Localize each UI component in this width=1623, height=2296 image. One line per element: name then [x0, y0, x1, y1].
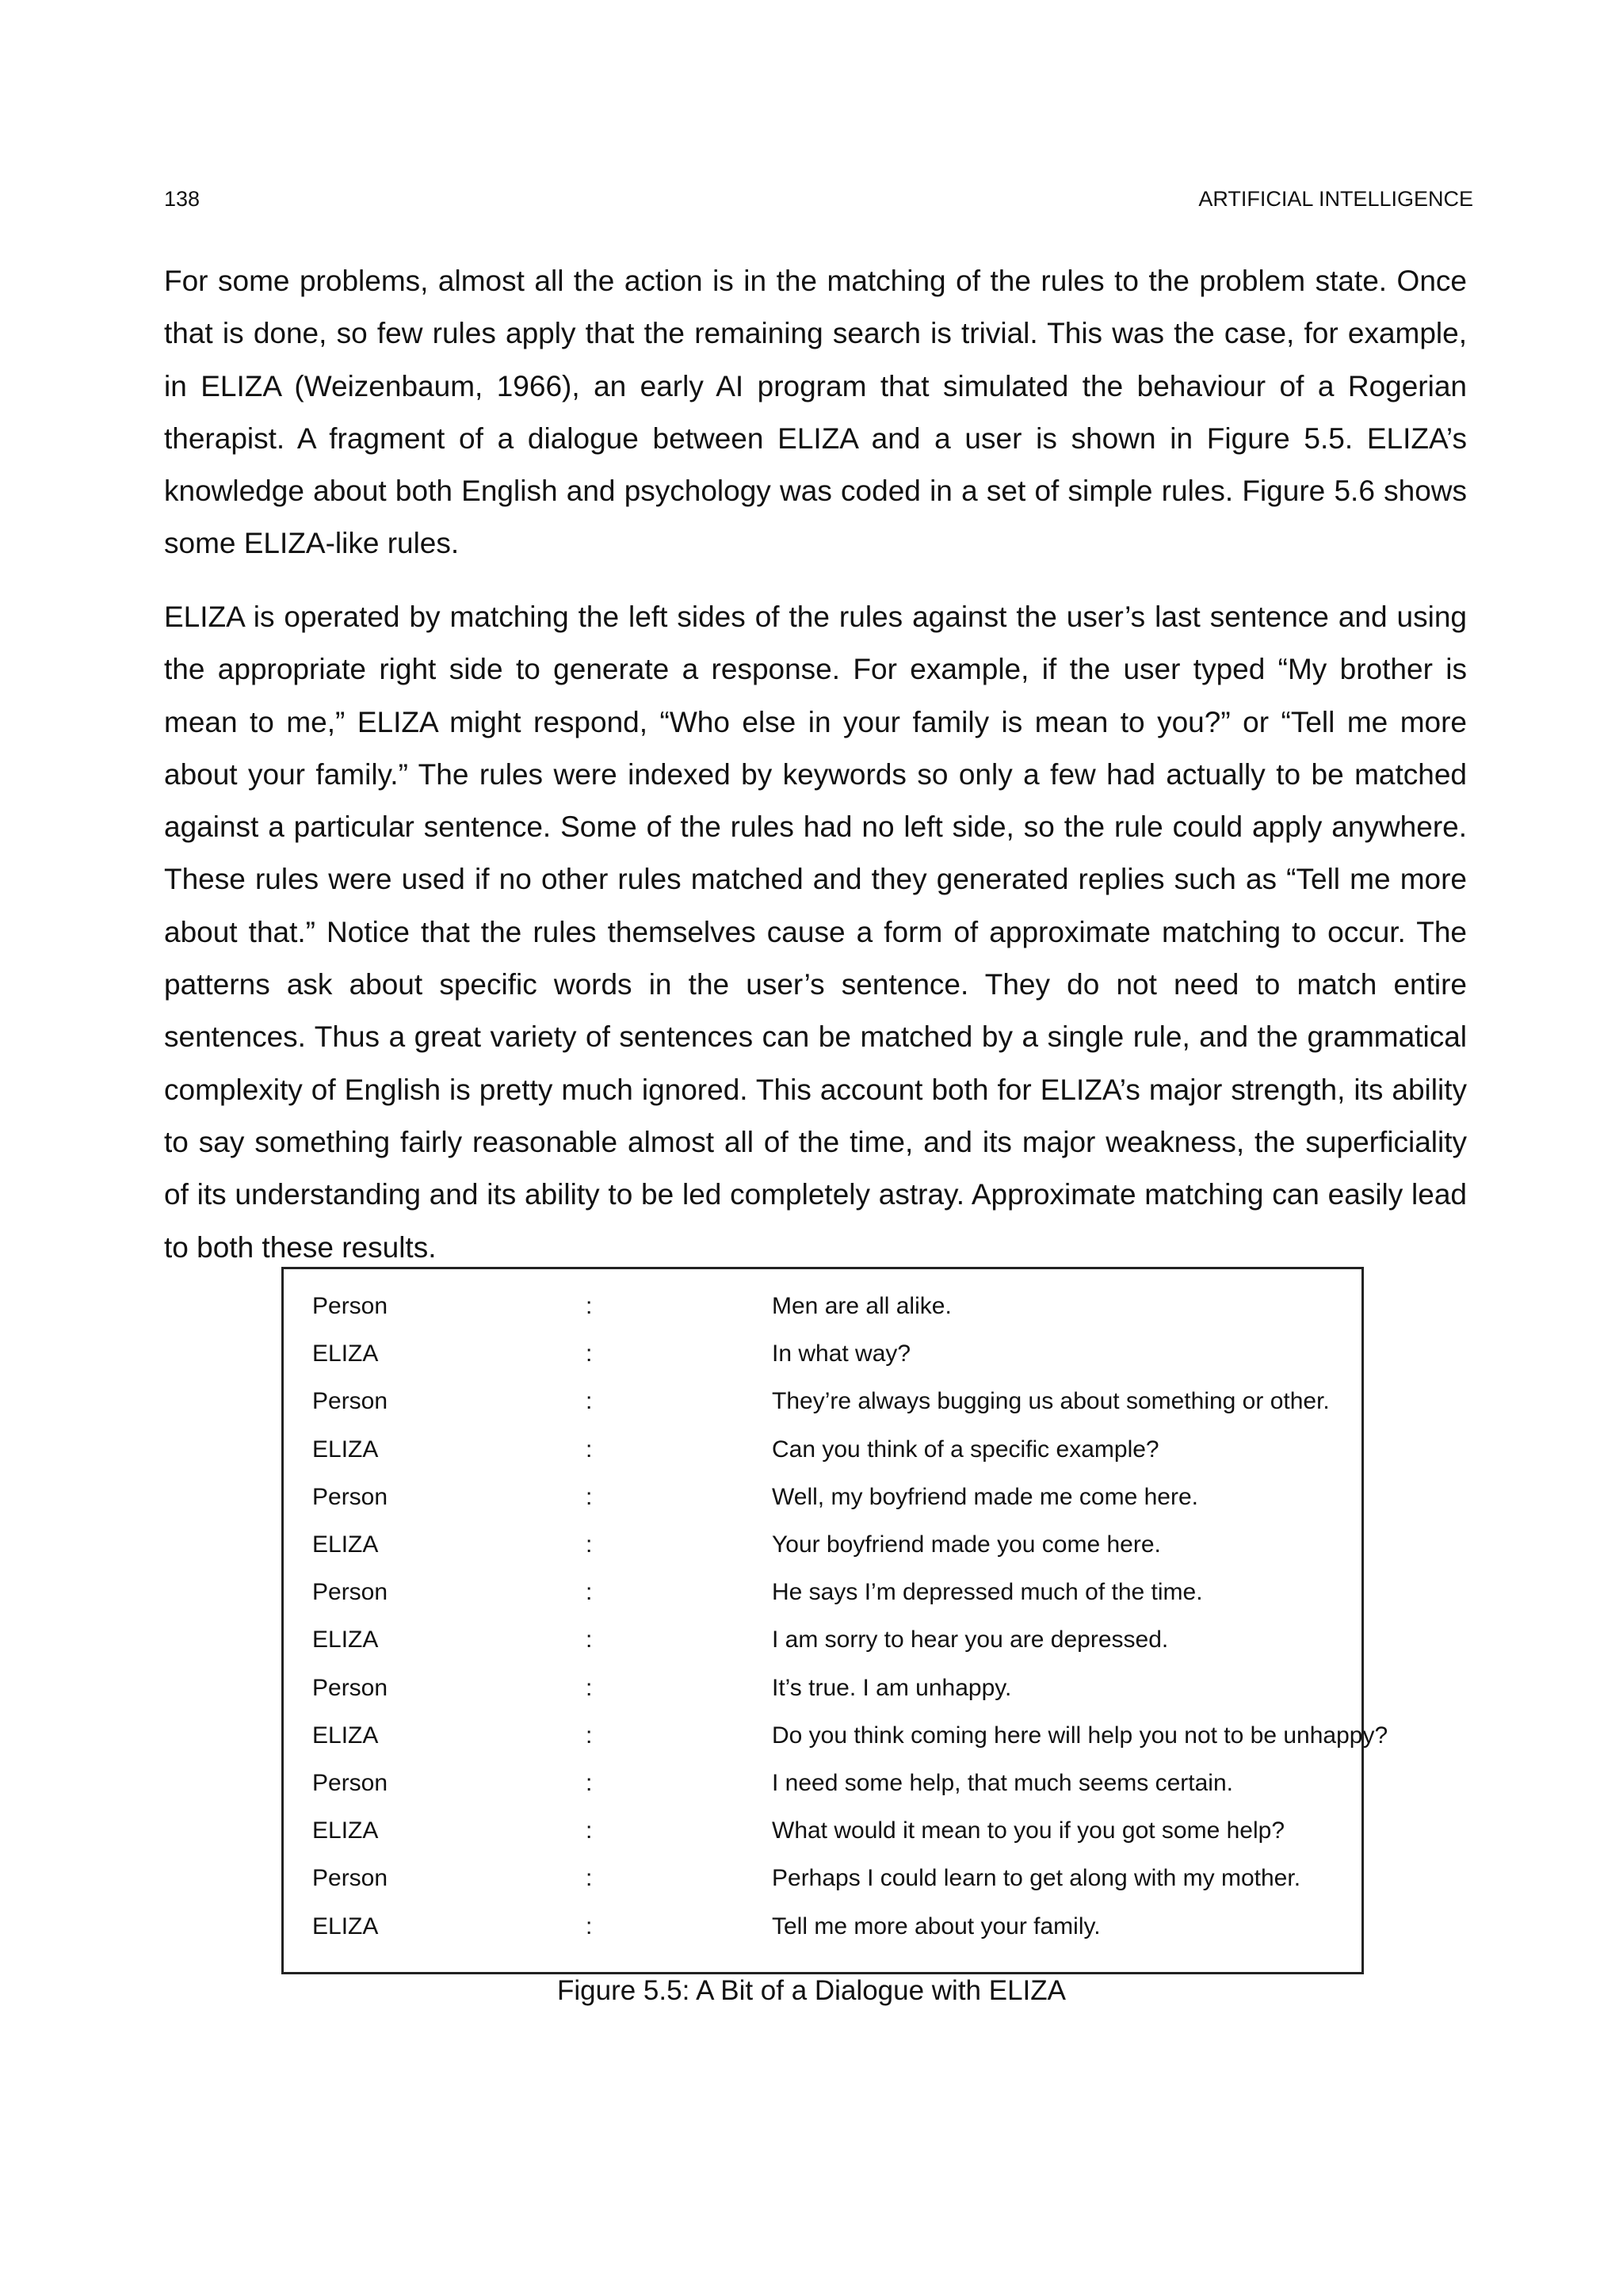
- dialogue-separator: :: [586, 1817, 593, 1844]
- dialogue-speaker: Person: [312, 1770, 388, 1796]
- dialogue-speaker: Person: [312, 1483, 388, 1510]
- dialogue-separator: :: [586, 1341, 593, 1367]
- dialogue-utterance: In what way?: [772, 1341, 911, 1367]
- running-title: ARTIFICIAL INTELLIGENCE: [1198, 187, 1473, 211]
- dialogue-utterance: What would it mean to you if you got some help?: [772, 1817, 1285, 1844]
- dialogue-utterance: Well, my boyfriend made me come here.: [772, 1483, 1198, 1510]
- dialogue-separator: :: [586, 1913, 593, 1939]
- dialogue-separator: :: [586, 1865, 593, 1892]
- dialogue-separator: :: [586, 1674, 593, 1701]
- dialogue-utterance: Men are all alike.: [772, 1293, 952, 1319]
- dialogue-utterance: It’s true. I am unhappy.: [772, 1674, 1012, 1701]
- dialogue-separator: :: [586, 1388, 593, 1415]
- dialogue-utterance: Your boyfriend made you come here.: [772, 1531, 1161, 1558]
- dialogue-separator: :: [586, 1770, 593, 1796]
- dialogue-speaker: Person: [312, 1865, 388, 1892]
- dialogue-utterance: Tell me more about your family.: [772, 1913, 1101, 1939]
- dialogue-separator: :: [586, 1483, 593, 1510]
- dialogue-utterance: I am sorry to hear you are depressed.: [772, 1627, 1169, 1653]
- dialogue-speaker: ELIZA: [312, 1913, 379, 1939]
- dialogue-separator: :: [586, 1722, 593, 1749]
- dialogue-speaker: ELIZA: [312, 1627, 379, 1653]
- figure-caption: Figure 5.5: A Bit of a Dialogue with ELIZA: [556, 1975, 1066, 2006]
- dialogue-speaker: Person: [312, 1293, 388, 1319]
- dialogue-speaker: ELIZA: [312, 1341, 379, 1367]
- paragraph-1: For some problems, almost all the action is in the matching of the rules to the problem state. Once that is done, so few rules apply that the remaining search is trivial. This was the case, for example, in ELIZA (Weizenbaum, 1966), an early AI program that simulated the behaviour of a Rogerian therapist. A fragment of a dialogue between ELIZA and a user is shown in Figure 5.5. ELIZA’s knowledge about both English and psychology was coded in a set of simple rules. Figure 5.6 shows some ELIZA-like rules.: [164, 265, 1467, 560]
- dialogue-utterance: Perhaps I could learn to get along with my mother.: [772, 1865, 1301, 1892]
- dialogue-figure-box: [281, 1267, 1388, 1974]
- dialogue-speaker: ELIZA: [312, 1722, 379, 1749]
- dialogue-utterance: I need some help, that much seems certain.: [772, 1770, 1233, 1796]
- dialogue-separator: :: [586, 1436, 593, 1463]
- dialogue-separator: :: [586, 1293, 593, 1319]
- dialogue-separator: :: [586, 1579, 593, 1606]
- paragraph-2: ELIZA is operated by matching the left sides of the rules against the user’s last sentence and using the appropriate right side to generate a response. For example, if the user typed “My brother is mean to me,” ELIZA might respond, “Who else in your family is mean to you?” or “Tell me more about your family.” The rules were indexed by keywords so only a few had actually to be matched against a particular sentence. Some of the rules had no left side, so the rule could apply anywhere. These rules were used if no other rules matched and they generated replies such as “Tell me more about that.” Notice that the rules themselves cause a form of approximate matching to occur. The patterns ask about specific words in the user’s sentence. They do not need to match entire sentences. Thus a great variety of sentences can be matched by a single rule, and the grammatical complexity of English is pretty much ignored. This account both for ELIZA’s major strength, its ability to say something fairly reasonable almost all of the time, and its major weakness, the superficiality of its understanding and its ability to be led completely astray. Approximate matching can easily lead to both these results.: [164, 601, 1467, 1264]
- page-number: 138: [164, 187, 200, 211]
- dialogue-speaker: ELIZA: [312, 1817, 379, 1844]
- dialogue-separator: :: [586, 1531, 593, 1558]
- dialogue-speaker: ELIZA: [312, 1531, 379, 1558]
- dialogue-speaker: Person: [312, 1674, 388, 1701]
- dialogue-utterance: Do you think coming here will help you not to be unhappy?: [772, 1722, 1388, 1749]
- dialogue-speaker: Person: [312, 1388, 388, 1415]
- dialogue-utterance: He says I’m depressed much of the time.: [772, 1579, 1203, 1606]
- dialogue-separator: :: [586, 1627, 593, 1653]
- dialogue-speaker: Person: [312, 1579, 388, 1606]
- page-header: [164, 187, 1473, 215]
- dialogue-utterance: Can you think of a specific example?: [772, 1436, 1159, 1463]
- dialogue-utterance: They’re always bugging us about something or other.: [772, 1388, 1330, 1415]
- dialogue-speaker: ELIZA: [312, 1436, 379, 1463]
